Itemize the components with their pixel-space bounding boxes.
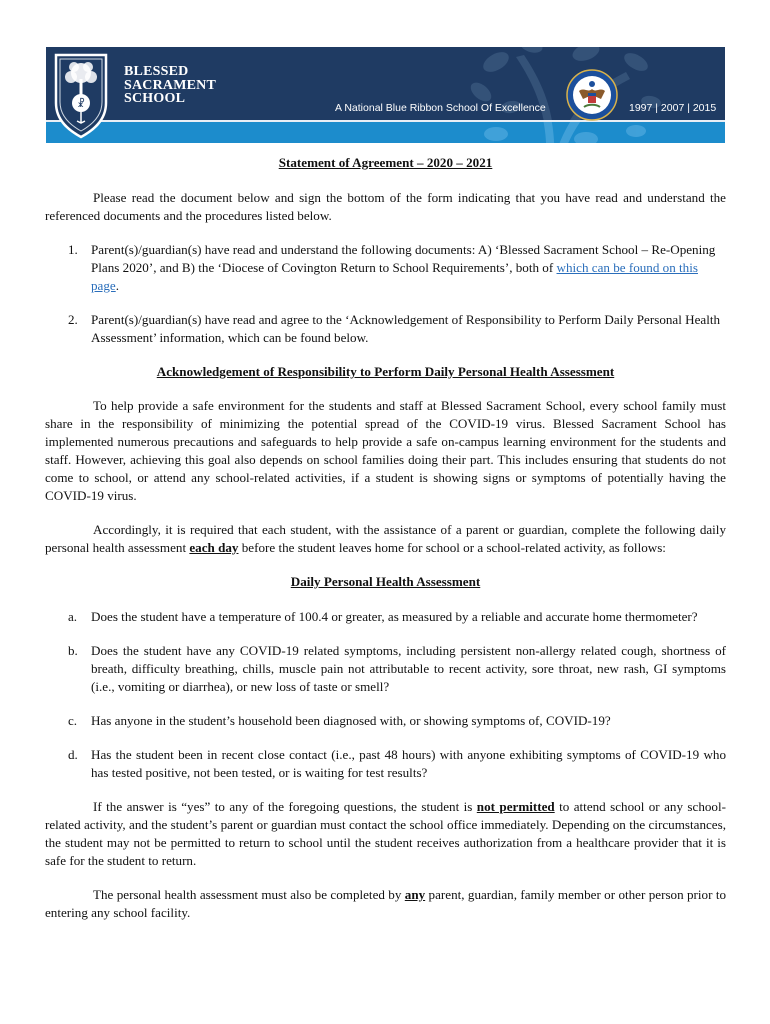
- agreement-item-1: [45, 241, 726, 295]
- if-yes-text-end: to attend school or any school-related activity, and the student’s parent or guardian must contact the school office immediately. Depending on the circumstances, the student may not be permitted to return to school until the student receives authorization from a healthcare provider that it is safe for the student to return.: [45, 799, 726, 868]
- if-yes-text: If the answer is “yes” to any of the foregoing questions, the student is: [93, 799, 477, 814]
- question-text: Has anyone in the student’s household been diagnosed with, or showing symptoms of, COVID-19?: [91, 713, 611, 728]
- any-emphasis: any: [404, 887, 426, 902]
- award-years: 1997 | 2007 | 2015: [629, 102, 717, 114]
- question-c: [45, 712, 726, 730]
- acknowledgement-paragraph: To help provide a safe environment for the students and staff at Blessed Sacrament School, every school family must share in the responsibility of minimizing the potential spread of the COVID-19 virus. Blessed Sacrament School has implemented numerous precautions and safeguards to help provide a safe on-campus learning environment for the students and staff. However, achieving this goal also depends on school families doing their part. This includes ensuring that students do not come to school, or attend any school-related activities, if a student is showing signs or symptoms of potentially having the COVID-19 virus.: [45, 398, 726, 503]
- list-marker: 1.: [68, 242, 78, 257]
- intro-paragraph: Please read the document below and sign the bottom of the form indicating that you have read and understand the referenced documents and the procedures listed below.: [45, 190, 726, 223]
- question-a: [45, 608, 726, 626]
- question-text: Has the student been in recent close contact (i.e., past 48 hours) with anyone exhibiting symptoms of COVID-19 who has tested positive, not been tested, or is waiting for test results?: [91, 747, 726, 780]
- list-marker: d.: [68, 747, 78, 762]
- list-marker: b.: [68, 643, 78, 658]
- school-name: [124, 65, 216, 106]
- list-marker: 2.: [68, 312, 78, 327]
- accordingly-text: Accordingly, it is required that each student, with the assistance of a parent or guardian, complete the following daily personal health assessment: [45, 522, 726, 555]
- question-text: Does the student have a temperature of 100.4 or greater, as measured by a reliable and accurate home thermometer?: [91, 609, 698, 624]
- not-permitted-emphasis: not permitted: [476, 799, 555, 814]
- document-title: Statement of Agreement – 2020 – 2021: [278, 155, 493, 170]
- question-d: [45, 746, 726, 782]
- list-marker: c.: [68, 713, 78, 728]
- school-name-line-2: SACRAMENT: [124, 77, 217, 93]
- agreement-item-suffix: .: [115, 278, 119, 293]
- accordingly-paragraph: [45, 521, 726, 557]
- if-yes-paragraph: [45, 798, 726, 870]
- question-text: Does the student have any COVID-19 related symptoms, including persistent non-allergy related cough, shortness of breath, difficulty breathing, chills, muscle pain not attributable to recent activity, sore throat, new rash, GI symptoms (i.e., vomiting or diarrhea), or new loss of taste or smell?: [91, 643, 726, 694]
- list-marker: a.: [68, 609, 78, 624]
- svg-text:☧: ☧: [77, 99, 85, 110]
- accordingly-text-end: before the student leaves home for school or a school-related activity, as follows:: [238, 540, 666, 555]
- banner-blue-stripe: [46, 122, 725, 143]
- question-b: [45, 642, 726, 696]
- also-required-text-end: parent, guardian, family member or other person prior to entering any school facility.: [45, 887, 727, 920]
- agreement-item-text: Parent(s)/guardian(s) have read and agree to the ‘Acknowledgement of Responsibility to Perform Daily Personal Health Assessment’ information, which can be found below.: [91, 312, 721, 345]
- school-shield-logo-icon: [52, 51, 110, 139]
- assessment-questions: [45, 608, 726, 782]
- agreement-item-2: [45, 311, 726, 347]
- tree-decoration-lower-icon: [436, 122, 676, 143]
- school-banner: [46, 47, 725, 143]
- acknowledgement-heading: Acknowledgement of Responsibility to Perform Daily Personal Health Assessment: [156, 364, 615, 379]
- each-day-emphasis: each day: [189, 540, 239, 555]
- documents-page-link[interactable]: which can be found on this page: [91, 260, 698, 293]
- also-required-paragraph: [45, 886, 726, 922]
- blue-ribbon-seal-icon: [566, 69, 618, 121]
- agreement-item-text: Parent(s)/guardian(s) have read and understand the following documents: A) ‘Blessed Sacrament School – Re-Opening Plans 2020’, and B) the ‘Diocese of Covington Return to School Requirements’, both of: [91, 242, 716, 275]
- school-name-line-3: SCHOOL: [124, 91, 186, 106]
- blue-ribbon-tagline: A National Blue Ribbon School Of Excellence: [335, 102, 546, 114]
- agreement-list: [45, 241, 726, 347]
- document-body: [45, 150, 726, 922]
- school-name-line-1: BLESSED: [124, 64, 189, 79]
- also-required-text: The personal health assessment must also be completed by: [93, 887, 405, 902]
- assessment-heading: Daily Personal Health Assessment: [290, 574, 481, 589]
